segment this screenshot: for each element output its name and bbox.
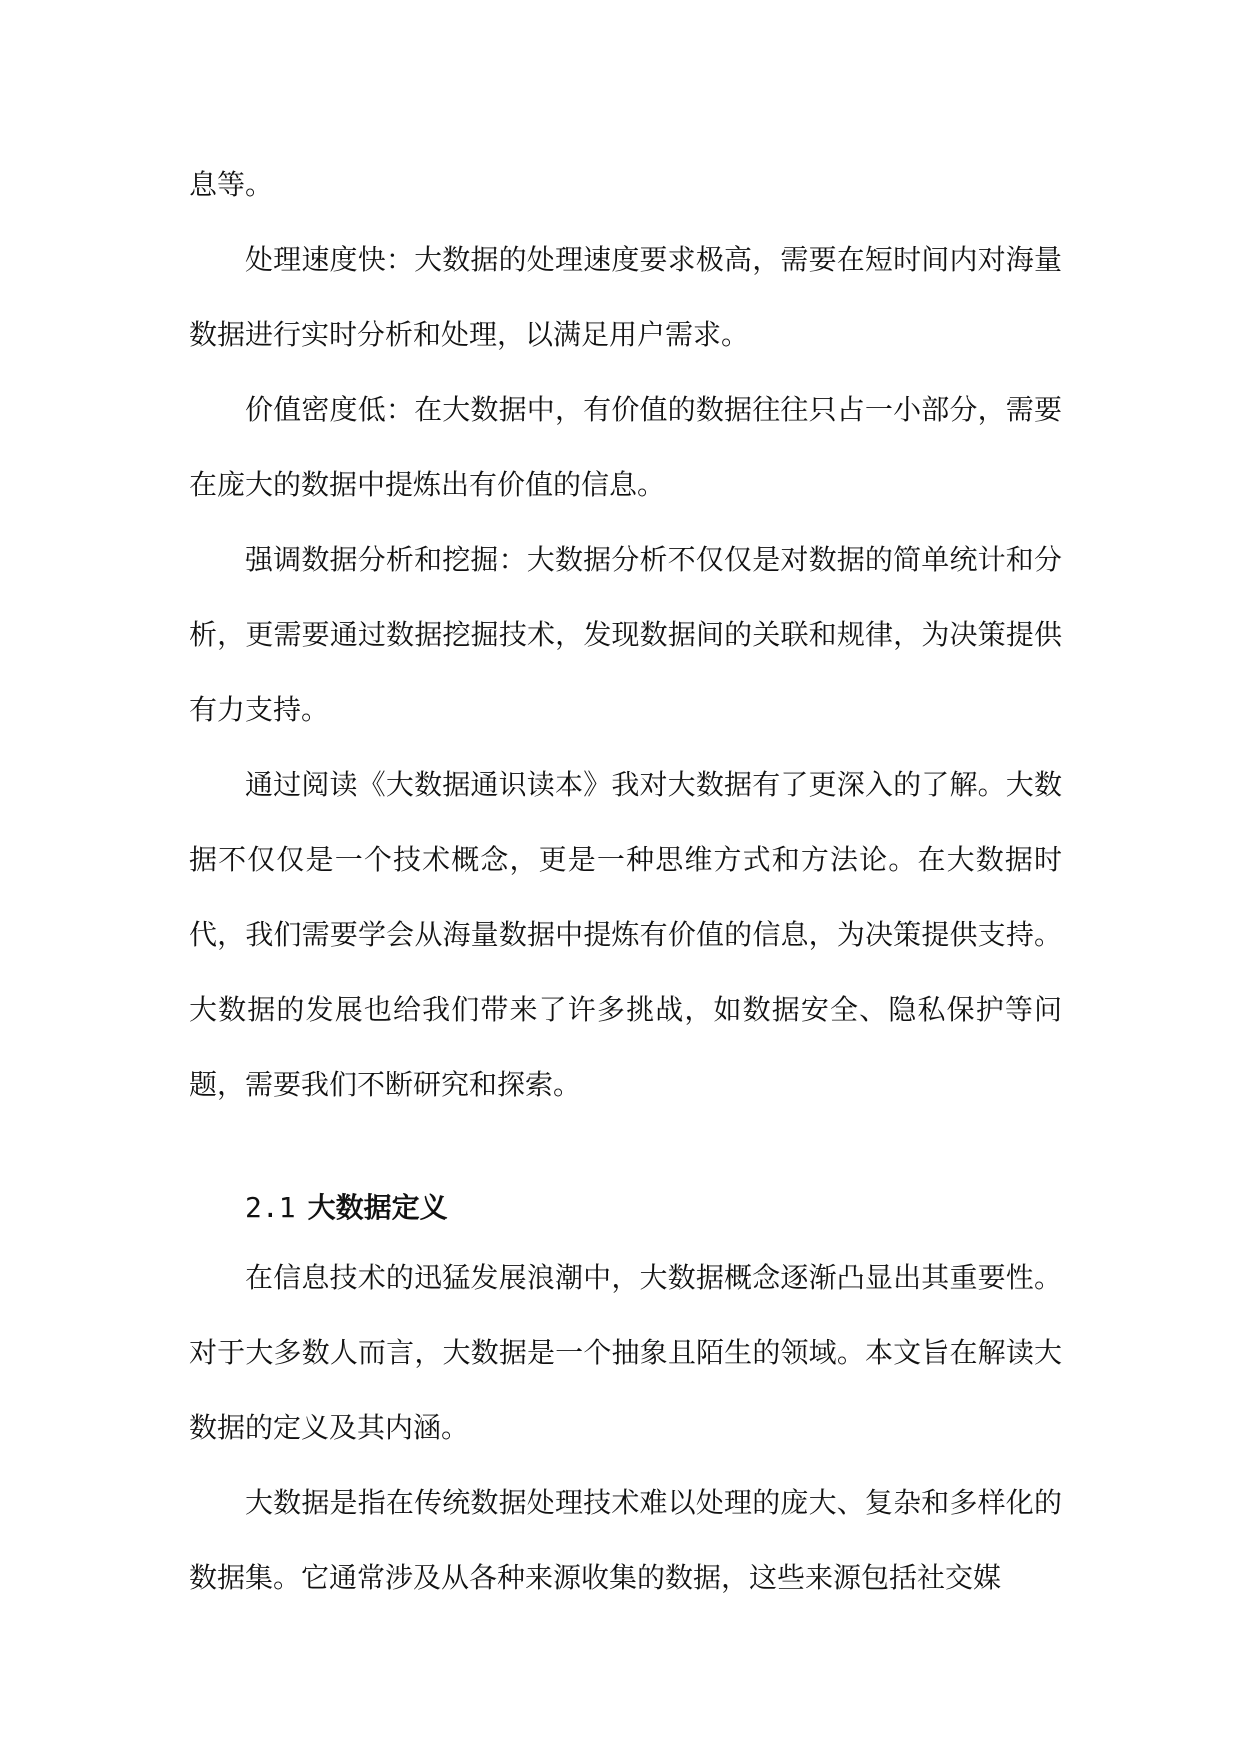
paragraph-continuation: 息等。 — [189, 168, 274, 201]
paragraph-definition-body: 大数据是指在传统数据处理技术难以处理的庞大、复杂和多样化的数据集。它通常涉及从各种来源收集的数据，这些来源包括社交媒 — [189, 1486, 1062, 1594]
paragraph-definition-intro: 在信息技术的迅猛发展浪潮中，大数据概念逐渐凸显出其重要性。对于大多数人而言，大数据是一个抽象且陌生的领域。本文旨在解读大数据的定义及其内涵。 — [189, 1261, 1062, 1444]
paragraph-reading-reflection: 通过阅读《大数据通识读本》我对大数据有了更深入的了解。大数据不仅仅是一个技术概念，更是一种思维方式和方法论。在大数据时代，我们需要学会从海量数据中提炼有价值的信息，为决策提供支持。大数据的发展也给我们带来了许多挑战，如数据安全、隐私保护等问题，需要我们不断研究和探索。 — [189, 768, 1062, 1101]
section-heading — [189, 1175, 1062, 1240]
paragraph-processing-speed: 处理速度快：大数据的处理速度要求极高，需要在短时间内对海量数据进行实时分析和处理，以满足用户需求。 — [189, 243, 1062, 351]
section-number: 2.1 — [245, 1191, 296, 1224]
paragraph-analysis-mining: 强调数据分析和挖掘：大数据分析不仅仅是对数据的简单统计和分析，更需要通过数据挖掘技术，发现数据间的关联和规律，为决策提供有力支持。 — [189, 543, 1062, 726]
document-body — [189, 147, 1062, 1615]
section-title: 大数据定义 — [307, 1191, 448, 1224]
paragraph-value-density: 价值密度低：在大数据中，有价值的数据往往只占一小部分，需要在庞大的数据中提炼出有价值的信息。 — [189, 393, 1062, 501]
